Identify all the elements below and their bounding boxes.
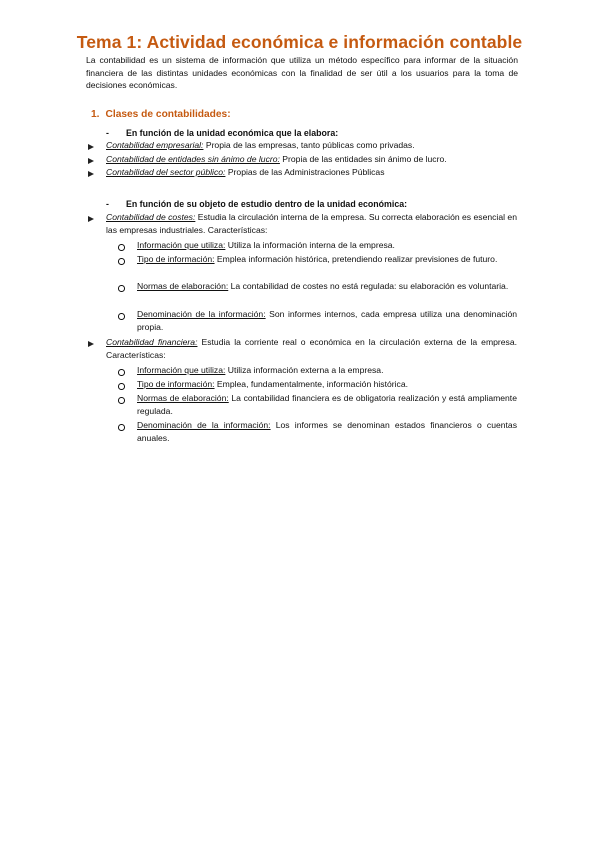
circle-bullet-icon: [118, 383, 125, 390]
section-number: 1.: [91, 109, 100, 120]
subsection-heading-unidad: [106, 127, 338, 139]
list-item-costes: [106, 211, 517, 236]
characteristic-item: [137, 280, 517, 293]
arrow-bullet-icon: [88, 158, 94, 164]
arrow-bullet-icon: [88, 341, 94, 347]
item-term: Contabilidad financiera:: [106, 337, 198, 347]
circle-bullet-icon: [118, 424, 125, 431]
item-text: Propia de las entidades sin ánimo de lucro.: [279, 154, 447, 164]
item-term: Información que utiliza:: [137, 365, 226, 375]
item-text: La contabilidad financiera es de obligatoria realización y está ampliamente regulada.: [137, 393, 517, 416]
item-text: Estudia la circulación interna de la empresa. Su correcta elaboración es esencial en las empresas industriales. Características:: [106, 212, 517, 235]
section-title: Clases de contabilidades:: [105, 109, 231, 120]
item-term: Normas de elaboración:: [137, 393, 229, 403]
item-text: Utiliza información externa a la empresa.: [225, 365, 384, 375]
item-text: Estudia la corriente real o económica en la circulación externa de la empresa. Características:: [106, 337, 517, 360]
arrow-bullet-icon: [88, 144, 94, 150]
characteristic-item: [137, 364, 517, 377]
item-text: Propia de las empresas, tanto públicas como privadas.: [203, 140, 415, 150]
circle-bullet-icon: [118, 369, 125, 376]
item-term: Normas de elaboración:: [137, 281, 229, 291]
item-text: Utiliza la información interna de la empresa.: [225, 240, 395, 250]
characteristic-item: [137, 253, 517, 266]
item-term: Contabilidad de costes:: [106, 212, 196, 222]
section-heading: [91, 109, 231, 120]
characteristic-item: [137, 308, 517, 333]
arrow-bullet-icon: [88, 216, 94, 222]
item-term: Información que utiliza:: [137, 240, 226, 250]
circle-bullet-icon: [118, 313, 125, 320]
intro-paragraph: La contabilidad es un sistema de información que utiliza un método específico para informar de la situación financiera de las distintas unidades económicas con la finalidad de ser útil a los usuarios para la toma de decisiones económicas.: [86, 55, 518, 91]
item-term: Contabilidad del sector público:: [106, 167, 226, 177]
list-item-financiera: [106, 336, 517, 361]
item-term: Contabilidad empresarial:: [106, 140, 204, 150]
page-title: Tema 1: Actividad económica e información contable: [76, 32, 523, 52]
item-text: Emplea, fundamentalmente, información histórica.: [214, 379, 409, 389]
subsection-heading-objeto: [106, 198, 407, 210]
list-item: [106, 153, 447, 166]
item-text: Emplea información histórica, pretendiendo realizar previsiones de futuro.: [214, 254, 498, 264]
arrow-bullet-icon: [88, 171, 94, 177]
item-text: Son informes internos, cada empresa utiliza una denominación propia.: [137, 309, 517, 332]
list-item: [106, 166, 385, 179]
characteristic-item: [137, 378, 517, 391]
list-item: [106, 139, 415, 152]
dash-marker: -: [106, 199, 109, 209]
circle-bullet-icon: [118, 258, 125, 265]
circle-bullet-icon: [118, 244, 125, 251]
characteristic-item: [137, 392, 517, 417]
circle-bullet-icon: [118, 285, 125, 292]
item-text: Propias de las Administraciones Públicas: [225, 167, 385, 177]
subsection-label: En función de su objeto de estudio dentro de la unidad económica:: [126, 199, 408, 209]
item-term: Tipo de información:: [137, 379, 215, 389]
item-term: Denominación de la información:: [137, 309, 266, 319]
item-term: Contabilidad de entidades sin ánimo de lucro:: [106, 154, 280, 164]
subsection-label: En función de la unidad económica que la elabora:: [126, 128, 339, 138]
item-text: La contabilidad de costes no está regulada: su elaboración es voluntaria.: [228, 281, 509, 291]
dash-marker: -: [106, 128, 109, 138]
characteristic-item: [137, 239, 517, 252]
item-text: Los informes se denominan estados financieros o cuentas anuales.: [137, 420, 518, 443]
item-term: Denominación de la información:: [137, 420, 271, 430]
circle-bullet-icon: [118, 397, 125, 404]
item-term: Tipo de información:: [137, 254, 215, 264]
characteristic-item: [137, 419, 517, 444]
